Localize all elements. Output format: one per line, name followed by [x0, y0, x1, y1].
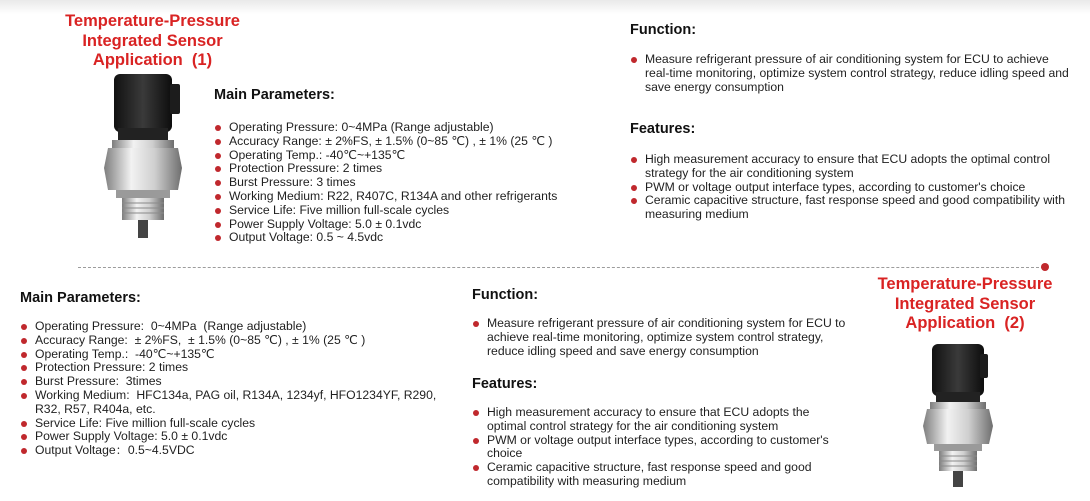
function-item: Measure refrigerant pressure of air conditioning system for ECU to achieve real-time monitoring, optimize system control strategy, reduce idling speed and save energy consumption — [472, 317, 862, 358]
section2-params-heading: Main Parameters: — [20, 290, 141, 306]
section1-params-list — [214, 121, 614, 245]
param-item: Output Voltage：0.5~4.5VDC — [20, 444, 450, 458]
section2-features-heading: Features: — [472, 376, 538, 392]
section1-title-line: Integrated Sensor — [82, 31, 223, 50]
section1-params-heading: Main Parameters: — [214, 87, 335, 103]
section1-title-line: Application (1) — [92, 51, 213, 69]
feature-item: PWM or voltage output interface types, according to customer's choice — [472, 434, 832, 462]
section2-title-line: Application (2) — [905, 314, 1025, 332]
param-item: Service Life: Five million full-scale cycles — [214, 204, 614, 218]
section2-title-line: Temperature-Pressure — [877, 275, 1053, 293]
param-item: Power Supply Voltage: 5.0 ± 0.1vdc — [214, 218, 614, 232]
feature-item: PWM or voltage output interface types, according to customer's choice — [630, 181, 1075, 195]
section1-function-heading: Function: — [630, 22, 697, 38]
section1-title — [40, 12, 265, 71]
feature-item: High measurement accuracy to ensure that ECU adopts the optimal control strategy for the air conditioning system — [472, 406, 832, 434]
section2-title — [850, 275, 1080, 334]
param-item: Accuracy Range: ± 2%FS, ± 1.5% (0~85 ℃) , ± 1% (25 ℃ ) — [20, 334, 450, 348]
section2-title-line: Integrated Sensor — [894, 294, 1036, 313]
section2-features-list — [472, 406, 832, 489]
param-item: Output Voltage: 0.5 ~ 4.5vdc — [214, 231, 614, 245]
param-item: Operating Temp.: -40℃~+135℃ — [20, 348, 450, 362]
param-item: Service Life: Five million full-scale cycles — [20, 417, 450, 431]
divider-dot — [1041, 263, 1049, 271]
function-item: Measure refrigerant pressure of air conditioning system for ECU to achieve real-time monitoring, optimize system control strategy, reduce idling speed and save energy consumption — [630, 53, 1070, 94]
section2-function-heading: Function: — [472, 287, 539, 303]
sensor-image-1 — [100, 72, 192, 242]
param-item: Protection Pressure: 2 times — [20, 361, 450, 375]
section2-params-list — [20, 320, 450, 458]
sensor-image-2 — [920, 340, 1002, 490]
param-item: Protection Pressure: 2 times — [214, 162, 614, 176]
section2-function-list — [472, 317, 862, 358]
feature-item: Ceramic capacitive structure, fast response speed and good compatibility with measuring medium — [472, 461, 832, 489]
feature-item: High measurement accuracy to ensure that ECU adopts the optimal control strategy for the air conditioning system — [630, 153, 1075, 181]
param-item: Burst Pressure: 3times — [20, 375, 450, 389]
feature-item: Ceramic capacitive structure, fast response speed and good compatibility with measuring medium — [630, 194, 1075, 222]
param-item: Power Supply Voltage: 5.0 ± 0.1vdc — [20, 430, 450, 444]
section1-function-list — [630, 53, 1070, 94]
param-item: Burst Pressure: 3 times — [214, 176, 614, 190]
param-item: Working Medium: HFC134a, PAG oil, R134A, 1234yf, HFO1234YF, R290, R32, R57, R404a, etc. — [20, 389, 450, 417]
param-item: Operating Temp.: -40℃~+135℃ — [214, 149, 614, 163]
section1-title-line: Temperature-Pressure — [65, 12, 240, 30]
param-item: Operating Pressure: 0~4MPa (Range adjustable) — [20, 320, 450, 334]
param-item: Operating Pressure: 0~4MPa (Range adjustable) — [214, 121, 614, 135]
section-divider — [78, 267, 1044, 268]
section1-features-list — [630, 153, 1075, 222]
param-item: Accuracy Range: ± 2%FS, ± 1.5% (0~85 ℃) , ± 1% (25 ℃ ) — [214, 135, 614, 149]
param-item: Working Medium: R22, R407C, R134A and other refrigerants — [214, 190, 614, 204]
section1-features-heading: Features: — [630, 121, 696, 137]
